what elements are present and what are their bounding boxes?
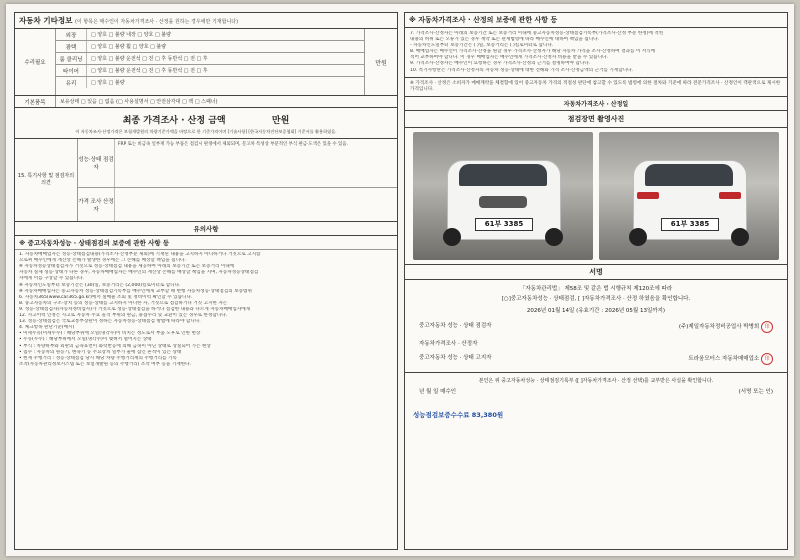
repair-options[interactable]: □ 양호 □ 불량 운전석 □ 전 □ 후 동반석 □ 전 □ 후 [91, 56, 208, 62]
caution-line: 자에게 이를 구상할 수 있습니다. [19, 276, 84, 282]
law-text-2: [○]중고자동차성능 · 상태점검, [ ]자동차가격조사 · 산정 하였음을 확인합니다. [501, 295, 691, 302]
caution-line: 조작(자동차관리정보시스템 또는 보험개발원 등의 주행거리) 조작 여부 등을 기재한다. [19, 361, 192, 367]
guarantee-line: 10. 특기사항란은 가격조사·산정자의 자동차 성능·상태에 대한 견해와 가격 조사·산정금액의 근거를 기재합니다. [410, 67, 634, 73]
vehicle-info-note: (이 항목은 매수인이 자동차가격조사 · 산정을 원하는 경우에만 기재합니다) [74, 19, 239, 25]
guarantee-line: 적어 교부하여야 합니다. 이 경우 매매업자는 매수인에게 가격조사·산정자 비용을 받을 수 있습니다. [410, 55, 608, 61]
special-label: 15. 특기사항 및 점검자의 의견 [15, 139, 78, 221]
appraiser-label: 가격 조사 산정자 [78, 188, 115, 221]
signer-row [405, 350, 787, 368]
frp-note: FRP 또는 비금속 일부재 가능 부품은 점검시 판정에서 제외되며, 문고차 특성상 부분적인 부식 판금·도색은 있을 수 있음. [118, 142, 348, 148]
repair-options[interactable]: □ 양호 □ 불량 휠 □ 양호 □ 불량 [91, 44, 167, 50]
inspection-date: 2026년 01월 14일 (유효기간 : 2026년 05월 13일까지) [526, 307, 666, 314]
signer-row [405, 336, 787, 350]
guarantee-line: - 자동차인도일부터 보증기간은 ( )일, 보증거리는 ( )킬로미터로 합니다. [410, 43, 554, 49]
caution-line: 12. 사고이력 인정은 사고로 자동차 주요 골격 부위의 판금, 용접수리 및 교환이 있는 경우로 한정합니다. [19, 313, 228, 319]
caution-line: • 부식 : 차량하부와 외판의 금속표면이 화학반응에 의해 금속이 아닌 상태로 상실되어 가는 현상 [19, 343, 211, 349]
caution-line: 13. 성능·상태점검은 국토교통부장관이 정하는 자동차성능·상태점검 방법에 따라야 합니다. [19, 319, 201, 325]
unit-label: 만원 [364, 29, 397, 95]
fee-label: 성능점검보증수수료 83,380원 [413, 410, 504, 419]
repair-row [56, 29, 364, 41]
repair-part: 광택 [56, 41, 87, 52]
inspector-label: 성능·상태 점검자 [78, 139, 115, 187]
signer-name: 트라움모터스 자동차매매업소 [688, 355, 760, 362]
special-notes [15, 139, 397, 222]
repair-options[interactable]: □ 양호 □ 불량 운전석 □ 전 □ 후 동반석 □ 전 □ 후 [91, 68, 208, 74]
repair-options[interactable]: □ 양호 □ 불량 내장 □ 양호 □ 불량 [91, 32, 171, 38]
rear-license-plate: 61부 3385 [661, 218, 719, 231]
caution-subtitle: ※ 중고자동차성능 · 상태점검의 보증에 관한 사항 등 [15, 236, 397, 250]
price-footer: 이 자동차조사·산정가격은 보험개발원의 차량기준가액을 바탕으로 한 기준가격이며 [기술사항] [한국자동차진단보증협회] 기준서를 활용하였음. [15, 128, 397, 139]
signer-name: (주)제일자동차정비공업사 박병희 [678, 323, 760, 330]
repair-row [56, 65, 364, 77]
fee-footer [405, 398, 787, 425]
caution-list [15, 250, 397, 370]
repair-row [56, 77, 364, 88]
right-panel [404, 12, 788, 550]
receipt-row [405, 384, 787, 398]
photo-title: 점검장면 촬영사진 [405, 111, 787, 128]
signature-title: 서명 [405, 264, 787, 280]
caution-line: • 미세누유(미세누수) : 해당부위에 오일(냉각수)이 비치는 정도로서 부품 노후로 인한 현상 [19, 331, 201, 337]
guarantee-line: 9. 가격조사·산정자는 매수인이 요청하는 경우 가격조사·산정의 근거를 설명하여야 합니다. [410, 61, 591, 67]
caution-line: 6. 자동차365(www.car365.go.kr)에서 실매물 조회 및 정비이력 확인할 수 있습니다. [19, 294, 193, 300]
repair-row [56, 53, 364, 65]
basic-items-label: 기본품목 [15, 96, 56, 107]
caution-line: • 현재 주행거리 : 성능·상태점검 당시 해당 차량 주행거리계의 주행거리를 기록 [19, 355, 177, 361]
caution-line: 9. 성능·상태점검자(자동차정비업자)가 거짓으로 성능·상태점검을 하거나 점검한 내용과 다르게 자동차매매업자에게 [19, 306, 251, 312]
repair-options[interactable]: □ 양호 □ 불량 [91, 80, 125, 86]
caution-line: • 침수 : 자동차의 원동기, 변속기 등 주요장치 일부가 물에 잠긴 흔적이 있는 상태 [19, 349, 182, 355]
guarantee-line: 8. 매매업자는 매수인이 가격조사·산정을 원할 경우 가격조사·산정자가 해당 자동차 가격을 조사·산정하여 결과를 이 서식에 [410, 49, 656, 55]
final-price-label: 최종 가격조사 · 산정 금액 [122, 116, 226, 126]
signer-label: 중고자동차 성능 · 상태 점검자 [419, 322, 492, 329]
caution-line: • 누유(누수) : 해당부위에서 오일(냉각수)이 맺혀서 떨어지는 상태 [19, 337, 152, 343]
seal-stamp: 印 [761, 353, 773, 365]
receipt-sign: (서명 또는 인) [738, 388, 773, 395]
final-price-unit: 만원 [271, 116, 290, 126]
guarantee-title: ※ 자동차가격조사 · 산정의 보증에 관한 사항 등 [405, 13, 787, 28]
caution-line: ※ 자동차인도일부터 보증기간은 (30)일, 보증거리는 (2,000)킬로미터로 합니다. [19, 282, 181, 288]
guarantee-line: 7. 가격조사·산정자는 아래의 보증기간 또는 보증거리 이내에 중고자동차성능·상태점검기록부(가격조사·산정 부분 한정)에 적힌 [410, 31, 664, 36]
signer-label: 자동차가격조사 · 산정자 [419, 340, 478, 347]
caution-line: 1. 자동차매매업자는 성능·상태점검내용(가격조사·산정부분 제외)에 기재된 내용을 고지하지 아니하거나 거짓으로 고지함 [19, 252, 261, 258]
front-car-photo [413, 132, 593, 260]
caution-line: 8. 중고자동차의 구조·장치 등의 성능·상태를 고지하지 아니한 자, 거짓으로 점검하거나 거짓 고지한 자는 [19, 300, 228, 306]
repair-part: 타이어 [56, 65, 87, 76]
basic-items-options[interactable]: 보유상태 □ 있음 □ 없음 (□ 사용설명서 □ 안전삼각대 □ 잭 □ 스패너) [60, 99, 218, 105]
repair-part: 외장 [56, 29, 87, 40]
inspection-photos [405, 128, 787, 264]
final-price [15, 108, 397, 128]
repair-row [56, 41, 364, 53]
caution-line: ※ 자동차매매업자는 중고자동차 성능·상태점검기록부를 매수인에게 교부할 때 현행 자동차성능·상태점검의 보증범위 [19, 288, 252, 294]
document-sheet [6, 4, 794, 556]
rear-car-photo [599, 132, 779, 260]
caution-line: 자동차 실제 성능·상태가 다른 경우, 자동차매매업자는 매수인의 재산상 손해를 배상할 책임을 지며, 자동차성능상태점검 [19, 270, 259, 276]
left-panel [14, 12, 398, 550]
signer-label: 중고자동차 성능 · 상태 고지자 [419, 354, 492, 361]
repair-part: 유리 [56, 77, 87, 88]
vehicle-info-title: 자동차 기타정보 [19, 16, 73, 25]
caution-line: 으로써 매수인에게 재산상 손해가 발생한 경우에는 그 손해를 배상할 책임을 집니다. [19, 258, 186, 264]
appraisal-notice: ※ 가격조사 · 산정은 소비자가 매매계약을 체결함에 있어 중고자동차 가격의 적절성 판단에 참고할 수 있도록 법령에 의한 절차와 기준에 따라 전문가격조사 · 산정인이 객관적으로 제시한 가격입니다. [405, 78, 787, 97]
receipt-date: 년 월 일 매수인 [419, 388, 457, 395]
guarantee-list [405, 28, 787, 78]
receipt-text: 본인은 위 중고자동차성능 · 상태점검기록부 ([ ]자동차가격조사 · 산정 선택)를 교부받은 사실을 확인합니다. [478, 377, 714, 384]
repair-part: 룸 클리닝 [56, 53, 87, 64]
seal-stamp: 印 [761, 321, 773, 333]
caution-line: ※ 자동차성능상태점검자가 거짓으로 성능·상태점검 내용을 제공하여 아래의 보증기간 또는 보증거리 이내에 [19, 264, 235, 270]
appraisal-date-caption: 자동차가격조사 · 산정일 [405, 97, 787, 111]
caution-line: 4. 체크항목 판단기준(예시) [19, 325, 75, 331]
caution-title: 유의사항 [15, 222, 397, 236]
guarantee-line: 내용의 허위 또는 오류가 있는 경우 계약 또는 관계법령에 따라 매수인에 대하여 책임을 집니다. [410, 37, 600, 43]
vehicle-info-header [15, 13, 397, 29]
signer-row [405, 318, 787, 336]
basic-items-row [15, 96, 397, 108]
front-license-plate: 61부 3385 [475, 218, 533, 231]
law-text: 「자동차관리법」 제58조 및 같은 법 시행규칙 제120조에 따라 [519, 285, 673, 292]
repair-label: 수리필요 [15, 29, 56, 95]
